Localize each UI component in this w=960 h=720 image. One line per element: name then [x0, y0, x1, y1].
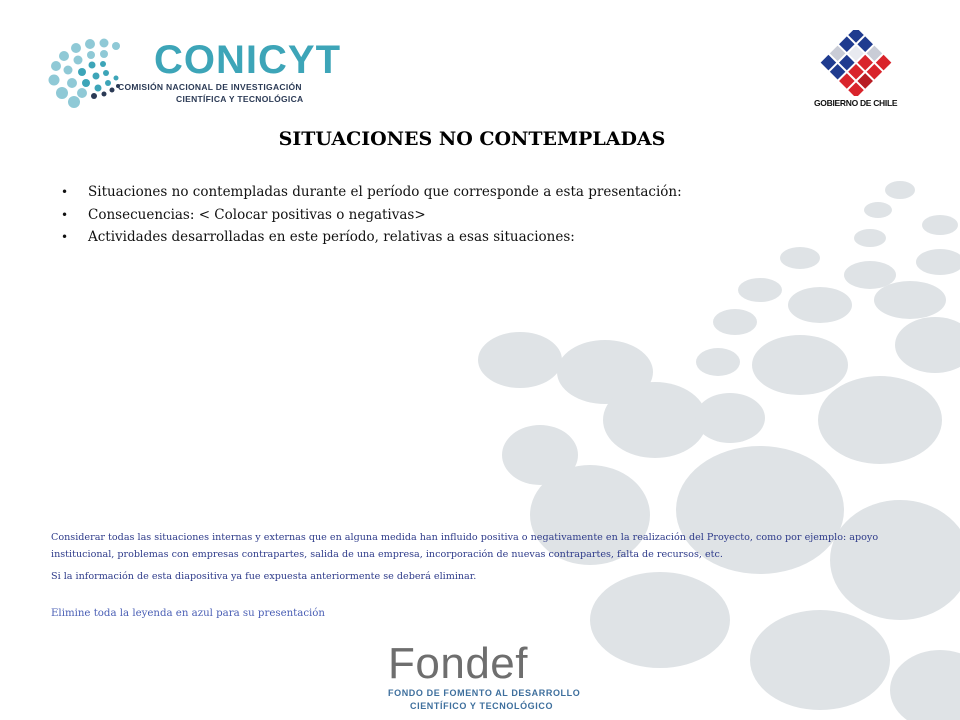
gobierno-logo-text: GOBIERNO DE CHILE	[814, 98, 898, 108]
slide-title: SITUACIONES NO CONTEMPLADAS	[278, 128, 666, 150]
conicyt-wordmark: CONICYT	[154, 38, 341, 82]
conicyt-logo	[46, 38, 341, 110]
instruction-note-paragraph: Considerar todas las situaciones internas y externas que en alguna medida han influido positiva o negativamente en la realización del Proyecto, como por ejemplo: apoyo institucional, problemas con empresas contrapartes, salida de una empresa, incorporación de nuevas contrapartes, falta de recursos, etc.	[51, 532, 879, 560]
fondef-subtitle-line2: CIENTÍFICO Y TECNOLÓGICO	[410, 701, 554, 711]
fondef-logo	[388, 639, 581, 711]
bullet-list	[52, 181, 682, 249]
gobierno-emblem-icon	[808, 30, 908, 96]
conicyt-subtitle-line2: CIENTÍFICA Y TECNOLÓGICA	[176, 94, 304, 104]
bullet-dot-icon: •	[61, 207, 69, 222]
bullet-item	[52, 204, 682, 227]
instruction-note-remove-if-shown: Si la información de esta diapositiva ya fue expuesta anteriormente se deberá eliminar.	[51, 571, 477, 582]
fondef-wordmark: Fondef	[388, 639, 528, 688]
fondef-subtitle-line1: FONDO DE FOMENTO AL DESARROLLO	[388, 688, 581, 698]
conicyt-dots-icon	[46, 38, 156, 110]
bullet-text: Consecuencias: < Colocar positivas o negativas>	[88, 206, 426, 223]
bullet-text: Situaciones no contempladas durante el período que corresponde a esta presentación:	[88, 184, 682, 200]
bullet-text: Actividades desarrolladas en este período, relativas a esas situaciones:	[88, 229, 575, 245]
bullet-dot-icon: •	[61, 230, 69, 244]
conicyt-subtitle-line1: COMISIÓN NACIONAL DE INVESTIGACIÓN	[118, 82, 302, 92]
bullet-item	[52, 226, 682, 249]
bullet-dot-icon: •	[61, 185, 69, 199]
gobierno-de-chile-logo	[808, 30, 908, 110]
instruction-note-delete-legend: Elimine toda la leyenda en azul para su presentación	[51, 608, 325, 619]
bullet-item	[52, 181, 682, 204]
